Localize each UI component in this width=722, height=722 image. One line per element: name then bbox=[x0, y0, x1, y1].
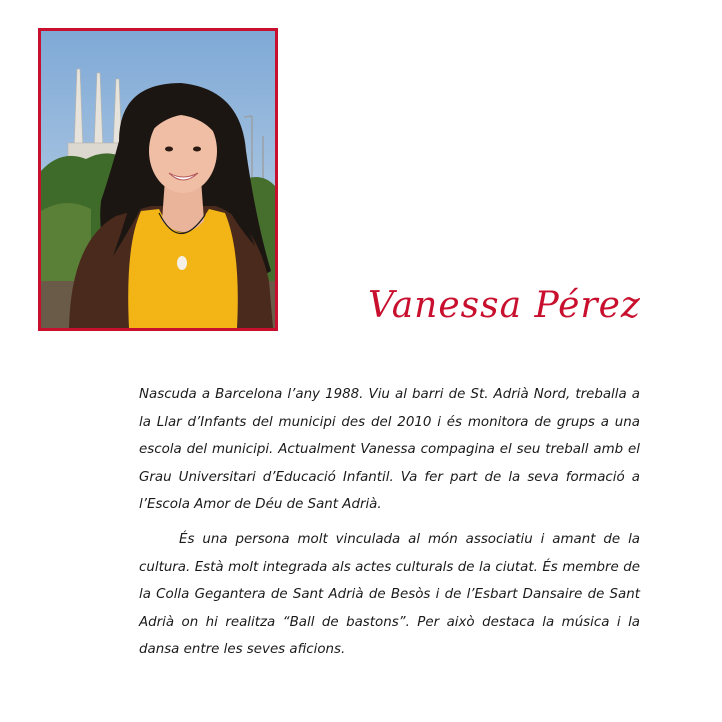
bio-paragraph-1: Nascuda a Barcelona l’any 1988. Viu al barri de St. Adrià Nord, treballa a la Llar d’Infants del municipi des del 2010 i és monitora de grups a una escola del municipi. Actualment Vanessa compagina el seu treball amb el Grau Universitari d’Educació Infantil. Va fer part de la seva formació a l’Escola Amor de Déu de Sant Adrià. bbox=[139, 387, 640, 513]
portrait-photo bbox=[38, 28, 278, 331]
bio-paragraph-2: És una persona molt vinculada al món associatiu i amant de la cultura. Està molt integrada als actes culturals de la ciutat. És membre de la Colla Gegantera de Sant Adrià de Besòs i de l’Esbart Dansaire de Sant Adrià on hi realitza “Ball de bastons”. Per això destaca la música i la dansa entre les seves aficions. bbox=[139, 531, 640, 658]
person-name: Vanessa Pérez bbox=[368, 285, 641, 326]
biography bbox=[139, 381, 640, 664]
portrait-illustration bbox=[41, 31, 275, 328]
